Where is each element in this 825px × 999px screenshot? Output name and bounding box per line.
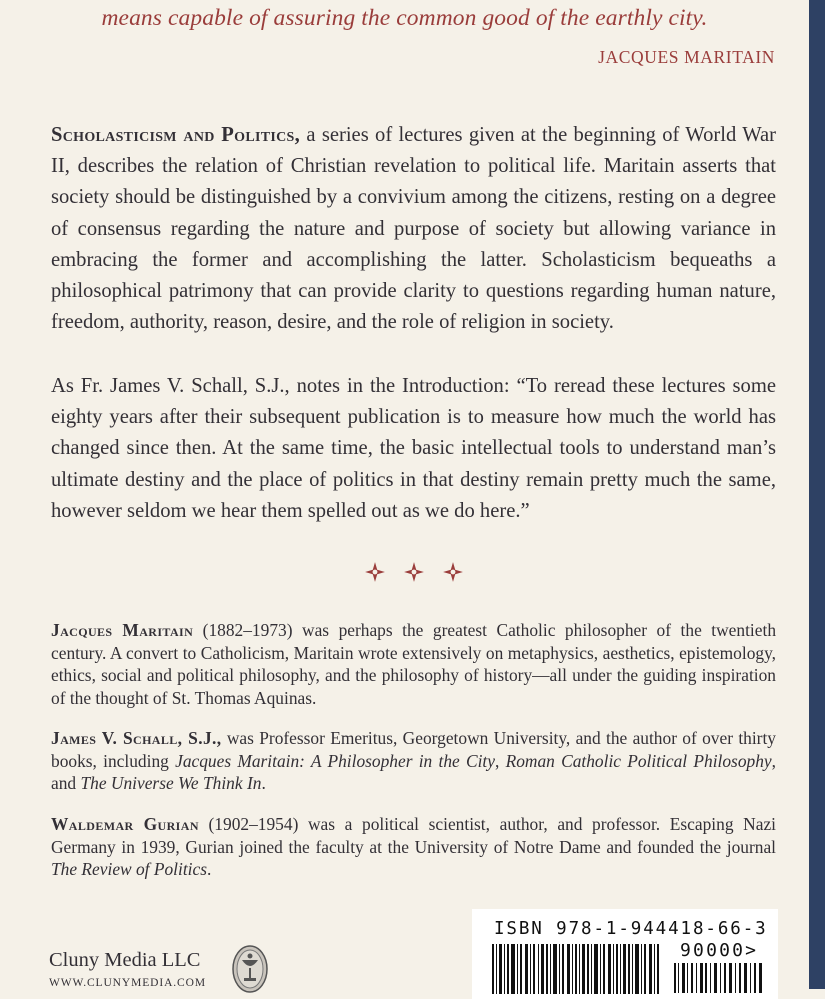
bio-text: was Professor Emeritus, Georgetown University, and the author of over thirty books, including: [51, 728, 776, 771]
fleuron-icon: [364, 561, 386, 583]
bio-text: (1902–1954) was a political scientist, author, and professor. Escaping Nazi Germany in 1939, Gurian joined the faculty at the University of Notre Dame and founded the journal: [51, 814, 776, 857]
journal-title-italic: The Review of Politics: [51, 859, 207, 880]
bio-name: Jacques Maritain: [51, 620, 194, 640]
introduction-quote-paragraph: As Fr. James V. Schall, S.J., notes in the Introduction: “To reread these lectures some eighty years after their subsequent publication is to measure how much the world has changed since then. At the same time, the basic intellectual tools to understand man’s ultimate destiny and the place of politics in that destiny remain pretty much the same, however seldom we hear them spelled out as we do here.”: [51, 375, 776, 522]
bio-gurian: [51, 813, 776, 881]
fleuron-icon: [403, 561, 425, 583]
price-addon: 90000>: [680, 940, 759, 961]
bio-text: .: [207, 859, 212, 880]
bio-text: (1882–1973) was perhaps the greatest Catholic philosopher of the twentieth century. A convert to Catholicism, Maritain wrote extensively on metaphysics, aesthetics, epistemology, ethics, social and political philosophy, and the philosophy of history—all under the guiding inspiration of the thought of St. Thomas Aquinas.: [51, 620, 777, 709]
ornament-divider: [364, 560, 464, 584]
epigraph-quote: means capable of assuring the common good of the earthly city.: [101, 5, 708, 31]
isbn-barcode: [472, 909, 778, 999]
description-body: a series of lectures given at the beginning of World War II, describes the relation of Christian revelation to political life. Maritain asserts that society should be distinguished by a convivium among the citizens, resting on a degree of consensus regarding the nature and purpose of society but allowing variance in embracing the former and accomplishing the latter. Scholasticism bequeaths a philosophical patrimony that can provide clarity to questions regarding human nature, freedom, authority, reason, desire, and the role of religion in society.: [51, 124, 776, 334]
book-title-italic: The Universe We Think In: [80, 773, 262, 794]
isbn-number: ISBN 978-1-944418-66-3: [494, 919, 768, 939]
epigraph-author: JACQUES MARITAIN: [598, 47, 775, 67]
publisher-seal-icon: [231, 944, 269, 994]
bio-name: James V. Schall, S.J.,: [51, 728, 222, 748]
bio-maritain: [51, 619, 776, 710]
bio-text: , and: [51, 750, 776, 794]
book-title: Scholasticism and Politics,: [51, 124, 301, 146]
bio-text: .: [261, 773, 266, 794]
book-spine-edge: [809, 0, 825, 989]
fleuron-icon: [442, 561, 464, 583]
description-paragraph: [51, 120, 776, 338]
book-title-italic: Jacques Maritain: A Philosopher in the City: [175, 750, 495, 771]
publisher-name: Cluny Media LLC: [49, 949, 201, 971]
bio-text: ,: [494, 750, 506, 771]
publisher-website: WWW.CLUNYMEDIA.COM: [49, 977, 206, 989]
barcode-bars: [492, 944, 662, 994]
bio-schall: [51, 727, 776, 795]
book-title-italic: Roman Catholic Political Philosophy: [505, 750, 772, 771]
bio-name: Waldemar Gurian: [51, 814, 199, 834]
